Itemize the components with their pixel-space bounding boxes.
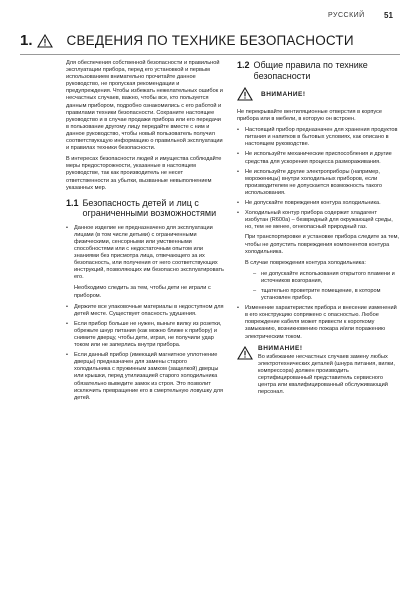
intro-paragraph-2: В интересах безопасности людей и имущества соблюдайте меры предосторожности, указанные в настоящем руководстве, так как производитель не несет ответственности за убытки, вызванные невыполнением указанных мер.: [66, 156, 222, 191]
warning-label: ВНИМАНИЕ!: [258, 344, 303, 352]
section-title: [20, 32, 400, 49]
list-item: • Если данный прибор (имеющий магнитное уплотнение дверцы) предназначен для замены старого холодильника с пружинным замком (защелкой) дверцы или крышки, перед утилизацией старого холодильника обязательно выведите замок из строя. Это позволит исключить превращение его в смертельную ловушку для детей.: [66, 352, 224, 402]
list-item-note: Необходимо следить за тем, чтобы дети не играли с прибором.: [74, 285, 211, 299]
list-item: • Не используйте другие электроприборы (например, мороженицы) внутри холодильных приборов, если производителем не допускается возможность такого использования.: [237, 169, 400, 197]
list-item: [237, 210, 400, 302]
list-item: • Если прибор больше не нужен, выньте вилку из розетки, обрежьте шнур питания (как можно ближе к прибору) и снимите дверцу, чтобы дети, играя, не получили удар током или не заперлись внутри прибора.: [66, 321, 224, 349]
general-safety-list: [237, 127, 400, 340]
list-item: • Настоящий прибор предназначен для хранения продуктов питания и напитков в бытовых условиях, как описано в настоящем руководстве.: [237, 127, 400, 148]
warning-body: [258, 345, 400, 401]
left-column: [66, 60, 224, 405]
intro-paragraph: Для обеспечения собственной безопасности и правильной эксплуатации прибора, перед его установкой и первым использованием внимательно прочитайте данное руководство, не пропуская рекомендации и предупреждения. Чтобы избежать нежелательных ошибок и несчастных случаев, важно, чтобы все, кто пользуется данным прибором, подробно ознакомились с его работой и правилами техники безопасности. Сохраните настоящее руководство и в случае продажи прибора или его передачи в пользование другому лицу передайте вместе с ним и данное руководство, чтобы новый пользователь получил соответствующую информацию о правильной эксплуатации и правилах техники безопасности.: [66, 60, 223, 152]
subsection-title: Общие правила по технике безопасности: [253, 60, 368, 81]
list-item-text: Данное изделие не предназначено для эксплуатации лицами (в том числе детьми) с ограниченными физическими, сенсорными или умственными способностями или с недостаточным опытом или знаниями без присмотра лица, отвечающего за их безопасность, или получения от него соответствующих инструкций, позволяющих им безопасно эксплуатировать его.: [74, 224, 224, 281]
list-item: – не допускайте использования открытого пламени и источников возгорания,: [253, 271, 400, 285]
list-item: • Держите все упаковочные материалы в недоступном для детей месте. Существует опасность удушения.: [66, 304, 224, 318]
warning-label: ВНИМАНИЕ!: [261, 90, 306, 98]
list-item: • Не допускайте повреждения контура холодильника.: [237, 200, 400, 207]
section-divider: [20, 54, 400, 55]
subsection-number: 1.1: [66, 197, 79, 208]
list-item-text: Холодильный контур прибора содержит хладагент изобутан (R600a) – безвредный для окружающей среды, но, тем не менее, огнеопасный природный газ.: [245, 210, 393, 231]
section-title-text: СВЕДЕНИЯ ПО ТЕХНИКЕ БЕЗОПАСНОСТИ: [66, 33, 354, 48]
warning-text: Во избежание несчастных случаев замену любых электротехнических деталей (шнура питания, вилки, компрессора) должен производить сертифицированный представитель сервисного центра или квалифицированный обслуживающий персонал.: [258, 353, 395, 396]
section-number: 1.: [20, 32, 33, 49]
subsection-heading-1-2: [237, 60, 400, 81]
vent-paragraph: Не перекрывайте вентиляционные отверстия в корпусе прибора или в мебели, в которую он встроен.: [237, 109, 383, 123]
warning-triangle-icon: [237, 87, 253, 101]
right-column: [237, 60, 400, 400]
warning-triangle-icon: [37, 34, 53, 48]
list-item: – тщательно проветрите помещение, в котором установлен прибор.: [253, 288, 400, 302]
list-item-note: В случае повреждения контура холодильника:: [245, 259, 366, 266]
warning-notice: [237, 87, 400, 101]
warning-triangle-icon: [237, 346, 253, 360]
subsection-heading-1-1: [66, 198, 224, 219]
list-item: • Не используйте механические приспособления и другие средства для ускорения процесса размораживания.: [237, 151, 400, 165]
page-number: 51: [384, 11, 393, 20]
damage-steps-list: [253, 271, 400, 302]
subsection-number: 1.2: [237, 60, 250, 70]
list-item-note: При транспортировке и установке прибора следите за тем, чтобы не допустить повреждения компонентов контура холодильника.: [245, 234, 400, 255]
list-item: • Изменение характеристик прибора и внесение изменений в его конструкцию сопряжено с опасностью. Любое повреждение кабеля может привести к короткому замыканию, возникновению пожара и/или поражению электрическим током.: [237, 305, 400, 340]
warning-notice-2: [237, 345, 400, 401]
child-safety-list: [66, 225, 224, 402]
list-item: [66, 225, 224, 300]
subsection-title: Безопасность детей и лиц с ограниченными возможностями: [82, 197, 217, 219]
language-label: РУССКИЙ: [328, 12, 365, 19]
